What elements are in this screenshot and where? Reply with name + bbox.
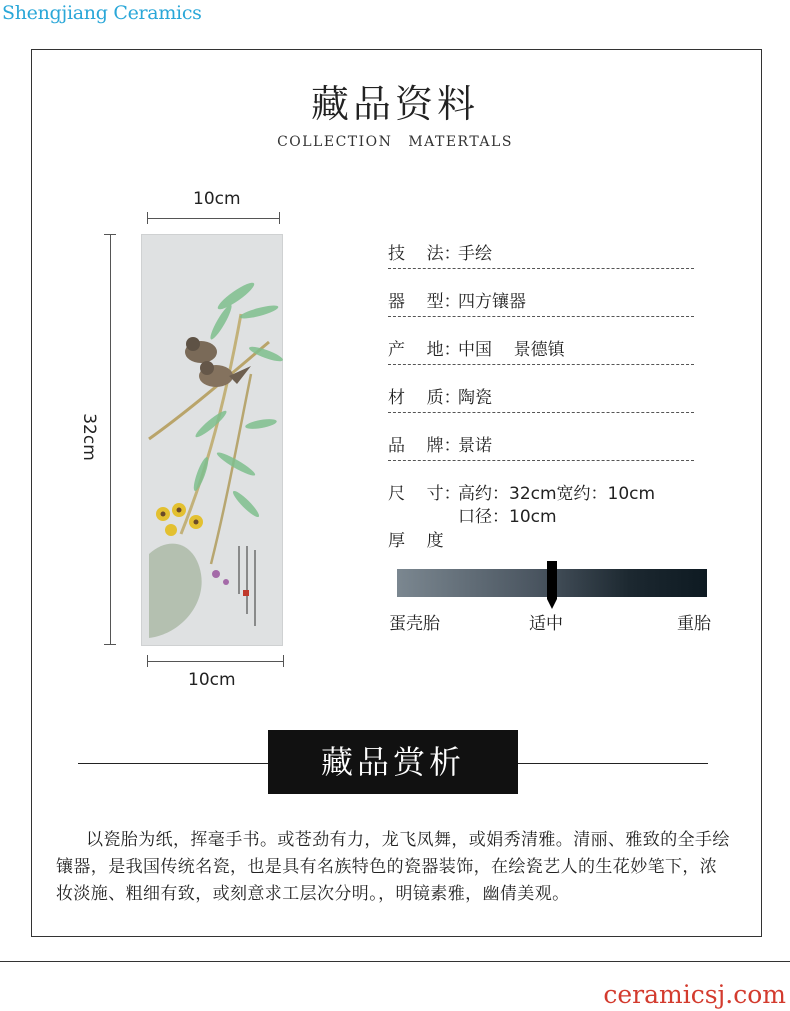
section-divider-left: [78, 763, 268, 764]
brand-watermark-top: Shengjiang Ceramics: [2, 2, 202, 24]
spec-label: 品 牌：: [388, 436, 461, 456]
brand-watermark-bottom: ceramicsj.com: [603, 980, 786, 1009]
spec-row-origin: [388, 335, 694, 360]
spec-divider: [388, 268, 694, 269]
thickness-marker: [547, 561, 557, 599]
spec-label: 技 法：: [388, 244, 461, 264]
spec-row-size-line2: [388, 502, 694, 527]
ceramic-tile-image: [141, 234, 283, 646]
spec-row-size: [388, 479, 694, 504]
spec-value: 四方镶器: [458, 292, 526, 312]
description-text: 以瓷胎为纸，挥毫手书。或苍劲有力，龙飞凤舞，或娟秀清雅。清丽、雅致的全手绘镶器，是我国传统名瓷，也是具有名族特色的瓷器装饰，在绘瓷艺人的生花妙笔下，浓妆淡施、粗细有致，或刻意求工层次分明。，明镜素雅，幽倩美观。: [56, 830, 730, 904]
dimension-bottom-label: 10cm: [188, 670, 236, 690]
dimension-left-line: [110, 234, 111, 644]
spec-row-brand: [388, 431, 694, 456]
spec-value: 景诺: [458, 436, 492, 456]
page-subtitle: COLLECTION MATERTALS: [277, 134, 513, 150]
dimension-left-tick-bottom: [104, 644, 116, 645]
dimension-top-line: [147, 218, 279, 219]
bottom-divider: [0, 961, 790, 962]
spec-divider: [388, 316, 694, 317]
page-title: 藏品资料: [310, 82, 479, 126]
spec-row-technique: [388, 239, 694, 264]
spec-row-material: [388, 383, 694, 408]
dimension-bottom-tick-left: [147, 655, 148, 667]
spec-divider: [388, 412, 694, 413]
spec-row-shape: [388, 287, 694, 312]
spec-label: 产 地：: [388, 340, 461, 360]
spec-label: 尺 寸：: [388, 484, 461, 504]
spec-value: 口径：10cm: [458, 507, 557, 527]
thickness-marker-tip: [547, 599, 557, 609]
thickness-middle-label: 适中: [529, 614, 563, 634]
dimension-bottom-tick-right: [283, 655, 284, 667]
dimension-top-tick-right: [279, 212, 280, 224]
thickness-right-label: 重胎: [677, 614, 711, 634]
thickness-left-label: 蛋壳胎: [389, 614, 440, 634]
spec-value: 手绘: [458, 244, 492, 264]
dimension-top-tick-left: [147, 212, 148, 224]
section-divider-right: [518, 763, 708, 764]
spec-value: 陶瓷: [458, 388, 492, 408]
dimension-bottom-line: [147, 661, 284, 662]
spec-divider: [388, 460, 694, 461]
dimension-left-label: 32cm: [78, 413, 99, 461]
spec-divider: [388, 364, 694, 365]
thickness-label: 厚 度: [388, 531, 444, 551]
spec-value: 高约：32cm宽约：10cm: [458, 484, 656, 504]
spec-label: 器 型：: [388, 292, 461, 312]
bird-bamboo-painting: [141, 234, 283, 646]
section-title: 藏品赏析: [268, 730, 518, 794]
bird-illustration: [185, 337, 251, 387]
dimension-top-label: 10cm: [193, 189, 241, 209]
spec-row-thickness: [388, 526, 694, 551]
dimension-left-tick-top: [104, 234, 116, 235]
spec-value: 中国 景德镇: [458, 340, 565, 360]
spec-label: 材 质：: [388, 388, 461, 408]
